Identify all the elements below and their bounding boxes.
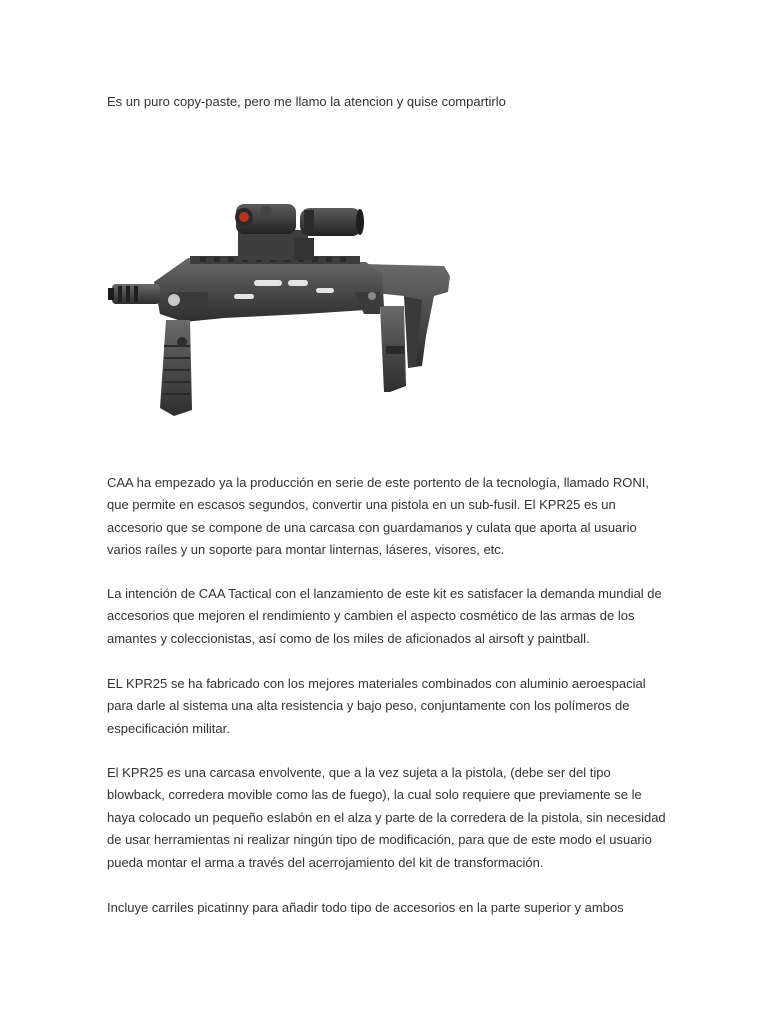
paragraph-5: Incluye carriles picatinny para añadir todo tipo de accesorios en la parte superior y ambos xyxy=(107,900,624,915)
product-photo xyxy=(104,196,460,422)
paragraph-2: La intención de CAA Tactical con el lanzamiento de este kit es satisfacer la demanda mundial de accesorios que mejoren el rendimiento y cambien el aspecto cosmético de las armas de los amantes y coleccionistas, así como de los miles de aficionados al airsoft y paintball. xyxy=(107,586,662,646)
paragraph-1: CAA ha empezado ya la producción en serie de este portento de la tecnología, llamado RONI, que permite en escasos segundos, convertir una pistola en un sub-fusil. El KPR25 es un accesorio que se compone de una carcasa con guardamanos y culata que aporta al usuario varios raíles y un soporte para montar linternas, láseres, visores, etc. xyxy=(107,475,649,558)
paragraph-4: El KPR25 es una carcasa envolvente, que a la vez sujeta a la pistola, (debe ser del tipo blowback, corredera movible como las de fuego), la cual solo requiere que previamente se le haya colocado un pequeño eslabón en el alza y parte de la corredera de la pistola, sin necesidad de usar herramientas ni realizar ningún tipo de modificación, para que de este modo el usuario pueda montar el arma a través del acerrojamiento del kit de transformación. xyxy=(107,765,666,870)
pistol-carbine-kit-illustration xyxy=(104,196,460,422)
paragraph-3: EL KPR25 se ha fabricado con los mejores materiales combinados con aluminio aeroespacial para darle al sistema una alta resistencia y bajo peso, conjuntamente con los polímeros de especificación militar. xyxy=(107,676,646,736)
intro-text: Es un puro copy-paste, pero me llamo la atencion y quise compartirlo xyxy=(107,94,506,109)
